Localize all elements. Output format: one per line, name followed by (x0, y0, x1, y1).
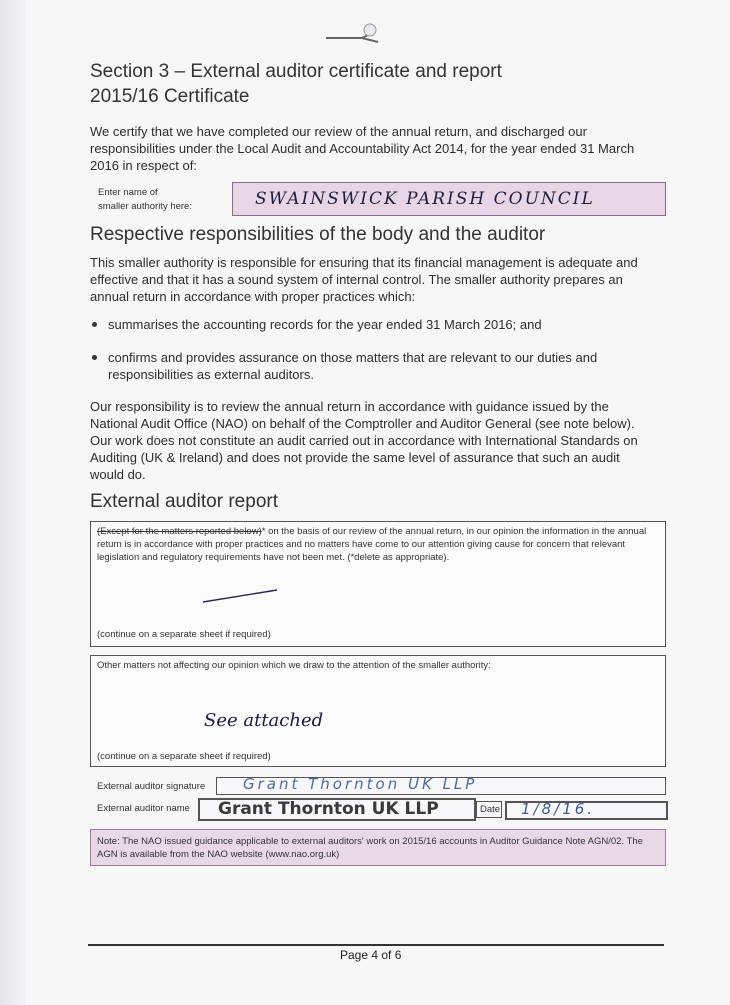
certify-text: We certify that we have completed our review of the annual return, and discharged our responsibilities under the Local Audit and Accountability Act 2014, for the year ended 31 March 2016 in respect of: (90, 124, 635, 173)
our-responsibility-text: Our responsibility is to review the annual return in accordance with guidance issued by the National Audit Office (NAO) on behalf of the Comptroller and Auditor General (see note below). Our work does not constitute an audit carried out in accordance with International Standards on Auditing (UK & Ireland) and does not provide the same level of assurance that such an audit would do. (90, 399, 638, 482)
responsibilities-title: Respective responsibilities of the body and the auditor (90, 224, 546, 245)
report-text-block (97, 525, 657, 564)
bullet-dot (92, 355, 97, 360)
signature-value: Grant Thornton UK LLP (243, 775, 478, 793)
footer-divider (88, 944, 664, 946)
date-label: Date (480, 804, 501, 815)
continue-note: (continue on a separate sheet if required) (97, 629, 271, 640)
signature-label: External auditor signature (97, 781, 206, 792)
date-value: 1/8/16. (521, 800, 596, 818)
nao-note-text: Note: The NAO issued guidance applicable to external auditors' work on 2015/16 accounts in Auditor Guidance Note AGN/02. The AGN is available from the NAO website (www.nao.org.uk) (97, 836, 643, 860)
report-text: * on the basis of our review of the annual return, in our opinion the information in the annual return is in accordance with proper practices and no matters have come to our attention giving cause for concern that relevant legislation and regulatory requirements have not been met. (*delete as appropriate). (97, 526, 647, 563)
pen-stroke (201, 586, 281, 606)
certificate-title: 2015/16 Certificate (90, 86, 250, 107)
see-attached-handwriting: See attached (204, 710, 324, 731)
responsibilities-text: This smaller authority is responsible for ensuring that its financial management is adequate and effective and that it has a sound system of internal control. The smaller authority prepares an annual return in accordance with proper practices which: (90, 255, 638, 304)
other-matters-box[interactable] (90, 655, 666, 767)
auditor-name-stamp: Grant Thornton UK LLP (218, 799, 439, 819)
date-field[interactable] (505, 801, 668, 820)
authority-name: SWAINSWICK PARISH COUNCIL (255, 189, 595, 209)
date-label-box (476, 801, 502, 818)
page-number: Page 4 of 6 (340, 948, 402, 962)
bullet-item: confirms and provides assurance on those matters that are relevant to our duties and responsibilities as external auditors. (108, 350, 598, 382)
section-title: Section 3 – External auditor certificate and report (90, 61, 502, 82)
page-edge (0, 0, 26, 1005)
bullet-item: summarises the accounting records for the year ended 31 March 2016; and (108, 317, 542, 332)
bullet-dot (92, 322, 97, 327)
continue-note: (continue on a separate sheet if required) (97, 751, 271, 762)
staple-mark (322, 18, 392, 52)
signature-field[interactable] (216, 777, 666, 795)
report-struck-text: (Except for the matters reported below) (97, 526, 262, 537)
report-title: External auditor report (90, 491, 278, 512)
other-matters-text: Other matters not affecting our opinion which we draw to the attention of the smaller authority: (97, 660, 491, 671)
name-label: External auditor name (97, 803, 190, 814)
auditor-name-field[interactable] (198, 798, 476, 821)
report-box[interactable] (90, 521, 666, 647)
authority-label-line2: smaller authority here: (98, 201, 192, 212)
authority-name-box[interactable] (232, 182, 666, 216)
nao-note-box (90, 829, 666, 866)
authority-label-line1: Enter name of (98, 187, 158, 198)
